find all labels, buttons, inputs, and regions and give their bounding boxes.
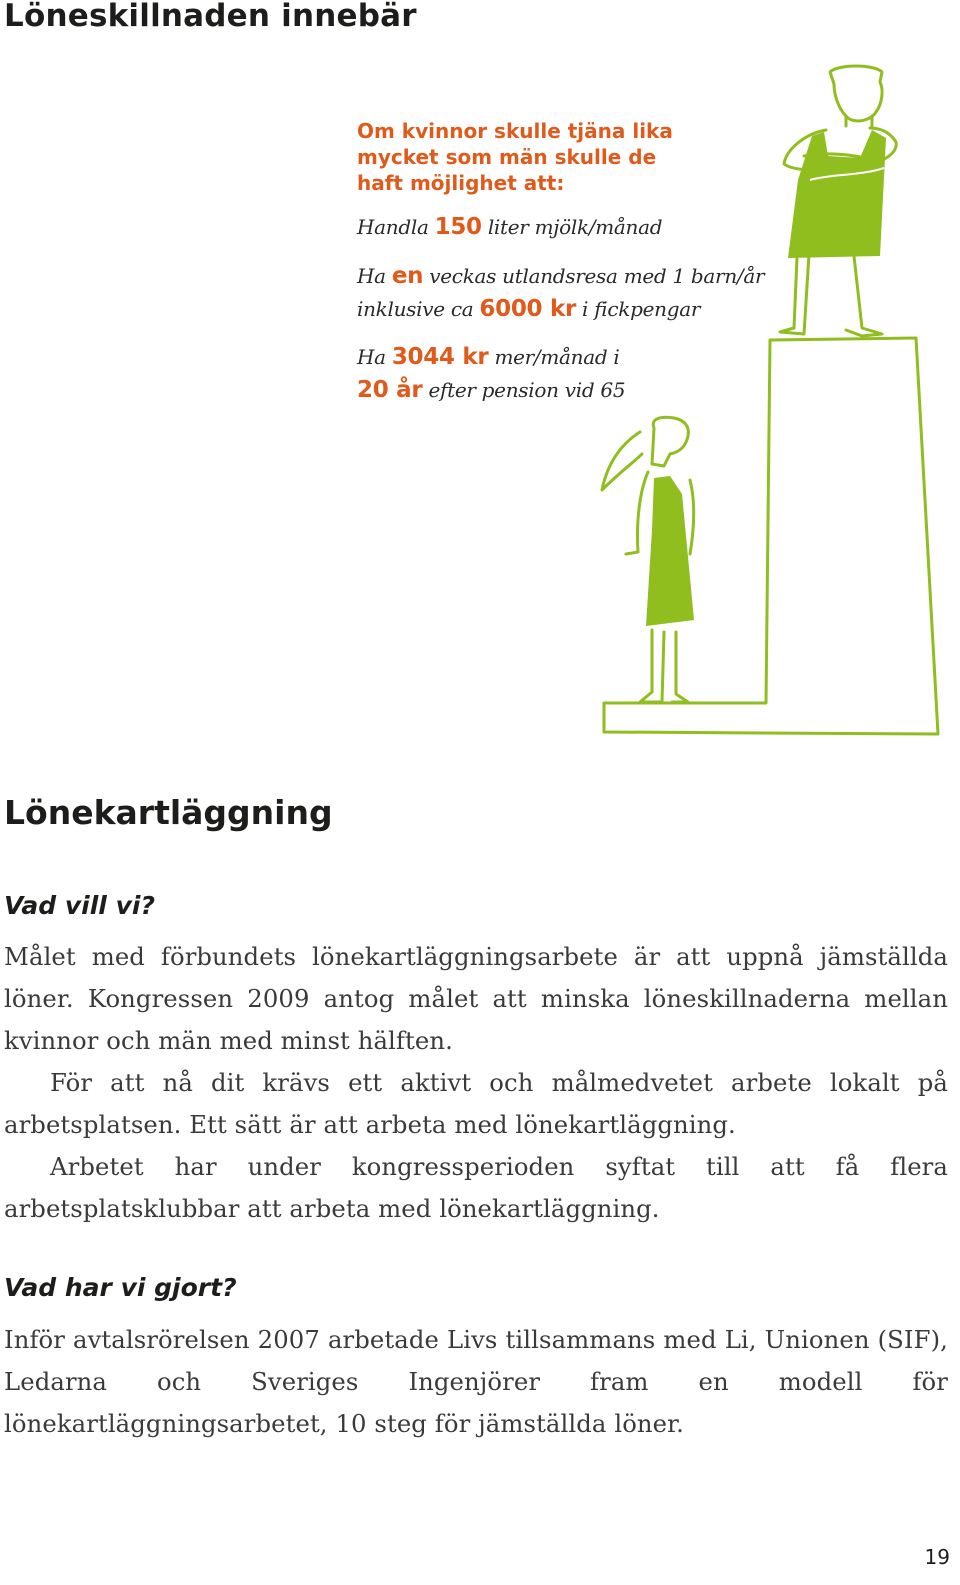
infobox-line-pension-amount: Ha 3044 kr mer/månad i bbox=[357, 344, 620, 370]
man-torso bbox=[788, 130, 886, 258]
infobox-line-trip: Ha en veckas utlandsresa med 1 barn/år bbox=[357, 263, 765, 289]
page-number: 19 bbox=[924, 1545, 950, 1569]
infobox-heading: Om kvinnor skulle tjäna lika mycket som män skulle de haft möjlighet att: bbox=[357, 119, 673, 195]
paragraph: Målet med förbundets lönekartläggningsarbete är att uppnå jämställda löner. Kongressen 2009 antog målet att minska löneskillnaderna mellan kvinnor och män med minst hälften. bbox=[4, 942, 948, 1055]
body-text-goals bbox=[4, 936, 948, 1230]
subheading-vad-vill-vi: Vad vill vi? bbox=[4, 891, 155, 920]
woman-dress bbox=[646, 476, 694, 626]
subheading-vad-har-vi-gjort: Vad har vi gjort? bbox=[4, 1273, 237, 1302]
paragraph: Arbetet har under kongressperioden syftat till att få flera arbetsplatsklubbar att arbeta med lönekartläggning. bbox=[4, 1152, 948, 1223]
paragraph: För att nå dit krävs ett aktivt och målmedvetet arbete lokalt på arbetsplatsen. Ett sätt är att arbeta med lönekartläggning. bbox=[4, 1068, 948, 1139]
man-head bbox=[830, 66, 882, 121]
section-title: Lönekartläggning bbox=[4, 793, 333, 832]
infobox-line-pocket-money: inklusive ca 6000 kr i fickpengar bbox=[357, 296, 701, 322]
infobox-line-pension-years: 20 år efter pension vid 65 bbox=[357, 377, 626, 403]
woman-legs bbox=[640, 630, 688, 702]
infobox-line-milk: Handla 150 liter mjölk/månad bbox=[357, 214, 663, 240]
woman-head bbox=[652, 417, 688, 466]
paragraph: Inför avtalsrörelsen 2007 arbetade Livs tillsammans med Li, Unionen (SIF), Ledarna och Sveriges Ingenjörer fram en modell för lönekartläggningsarbetet, 10 steg för jämställda löner. bbox=[4, 1325, 948, 1438]
body-text-done bbox=[4, 1319, 948, 1445]
man-on-pedestal-woman-below-illustration bbox=[590, 60, 950, 750]
page-title: Löneskillnaden innebär bbox=[4, 0, 417, 34]
